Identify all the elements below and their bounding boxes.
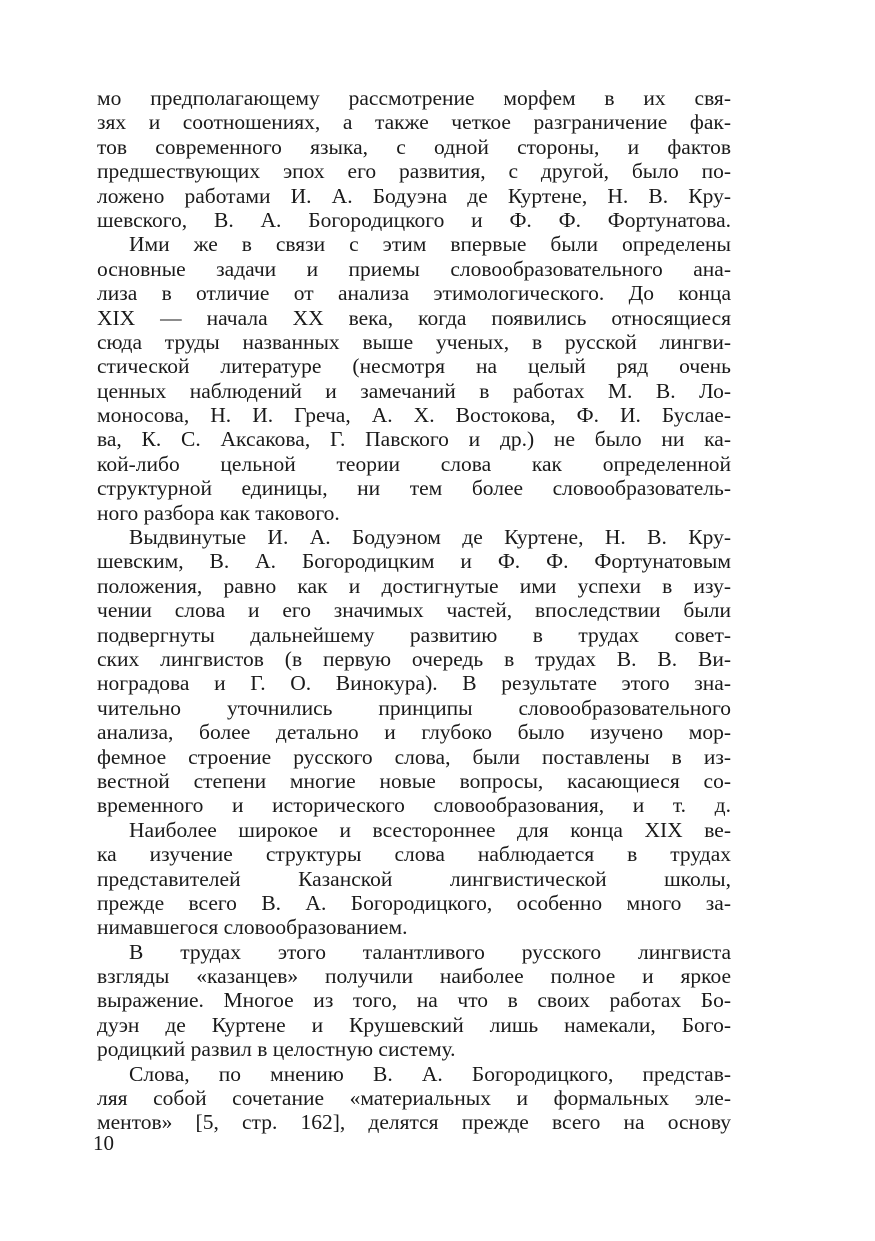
text-line: Выдвинутые И. А. Бодуэном де Куртене, Н. В. Кру- [129,525,731,550]
text-line: структурной единицы, ни тем более словообразователь- [97,476,731,501]
text-line: ценных наблюдений и замечаний в работах М. В. Ло- [97,378,731,403]
text-line: мо предполагающему рассмотрение морфем в их свя- [97,86,731,110]
paragraph-1 [97,86,731,232]
text-line: Слова, по мнению В. А. Богородицкого, представ- [129,1061,731,1086]
text-line: ноградова и Г. О. Винокура). В результате этого зна- [97,671,731,696]
text-line: стической литературе (несмотря на целый ряд очень [97,354,731,379]
text-line: зях и соотношениях, а также четкое разграничение фак- [97,110,731,135]
paragraph-4 [97,818,731,940]
text-line: анализа, более детально и глубоко было изучено мор- [97,720,731,745]
text-line: вестной степени многие новые вопросы, касающиеся со- [97,768,731,793]
text-line: представителей Казанской лингвистической школы, [97,866,731,891]
text-line: чительно уточнились принципы словообразовательного [97,695,731,720]
page-number: 10 [93,1131,114,1155]
text-line: прежде всего В. А. Богородицкого, особенно много за- [97,890,731,915]
text-line: выражение. Многое из того, на что в своих работах Бо- [97,988,731,1013]
text-line: кой-либо цельной теории слова как определенной [97,451,731,476]
text-line: ложено работами И. А. Бодуэна де Куртене, Н. В. Кру- [97,183,731,208]
text-line: временного и исторического словообразования, и т. д. [97,793,731,818]
text-line: В трудах этого талантливого русского лингвиста [129,939,731,964]
text-line: Ими же в связи с этим впервые были определены [129,232,731,257]
text-line: XIX — начала XX века, когда появились относящиеся [97,305,731,330]
text-line: ских лингвистов (в первую очередь в трудах В. В. Ви- [97,646,731,671]
paragraph-3 [97,525,731,818]
text-line: шевского, В. А. Богородицкого и Ф. Ф. Фортунатова. [97,207,731,232]
text-line: моносова, Н. И. Греча, А. Х. Востокова, Ф. И. Буслае- [97,403,731,428]
text-line: ментов» [5, стр. 162], делятся прежде всего на основу [97,1110,731,1135]
text-line: лиза в отличие от анализа этимологического. До конца [97,281,731,306]
text-line: нимавшегося словообразованием. [97,915,408,940]
text-line: ка изучение структуры слова наблюдается в трудах [97,842,731,867]
text-line: ва, К. С. Аксакова, Г. Павского и др.) не было ни ка- [97,427,731,452]
text-line: фемное строение русского слова, были поставлены в из- [97,744,731,769]
text-line: предшествующих эпох его развития, с другой, было по- [97,159,731,184]
text-line: шевским, В. А. Богородицким и Ф. Ф. Фортунатовым [97,549,731,574]
text-line: чении слова и его значимых частей, впоследствии были [97,598,731,623]
text-line: родицкий развил в целостную систему. [97,1037,456,1062]
text-line: подвергнуты дальнейшему развитию в трудах совет- [97,622,731,647]
text-line: положения, равно как и достигнутые ими успехи в изу- [97,573,731,598]
text-line: ного разбора как такового. [97,500,340,525]
paragraph-5 [97,940,731,1062]
text-line: тов современного языка, с одной стороны, и фактов [97,134,731,159]
text-line: основные задачи и приемы словообразовательного ана- [97,256,731,281]
text-line: сюда труды названных выше ученых, в русской лингви- [97,329,731,354]
text-line: ляя собой сочетание «материальных и формальных эле- [97,1086,731,1111]
text-line: Наиболее широкое и всестороннее для конца XIX ве- [129,817,731,842]
text-line: дуэн де Куртене и Крушевский лишь намекали, Бого- [97,1012,731,1037]
paragraph-6 [97,1062,731,1135]
paragraph-2 [97,232,731,525]
body-text [97,86,731,1135]
text-line: взгляды «казанцев» получили наиболее полное и яркое [97,964,731,989]
